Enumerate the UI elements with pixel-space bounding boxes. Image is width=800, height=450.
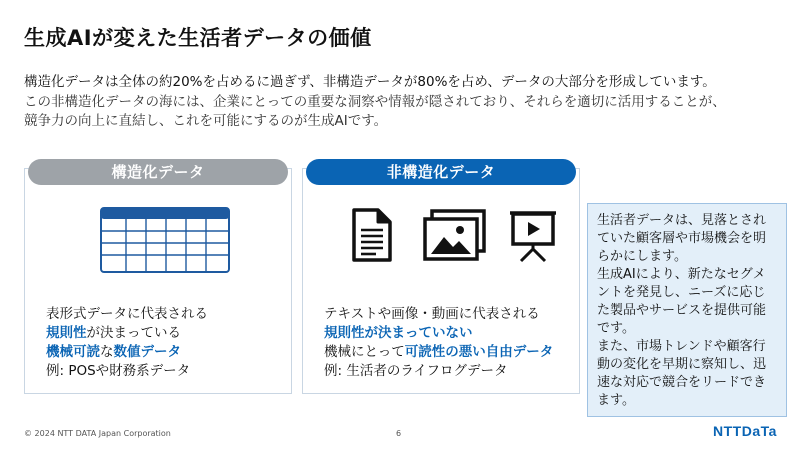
structured-desc-line1: 表形式データに代表される: [46, 306, 208, 322]
lead-text-2-line1: この非構造化データの海には、企業にとっての重要な洞察や情報が隠されており、それらを適切に活用することが、: [24, 94, 726, 110]
unstructured-desc-line3-pre: 機械にとって: [324, 344, 405, 360]
video-icon: [508, 209, 558, 263]
structured-description: [46, 305, 208, 381]
document-icon: [350, 208, 394, 262]
structured-desc-line3-mid: な: [100, 344, 114, 360]
insight-note-box: [587, 203, 787, 417]
note-paragraph-1: 生活者データは、見落とされていた顧客層や市場機会を明らかにします。: [597, 213, 767, 264]
unstructured-description: [324, 305, 553, 381]
unstructured-desc-line1: テキストや画像・動画に代表される: [324, 306, 540, 322]
table-icon: [100, 207, 230, 273]
lead-text-1: 構造化データは全体の約20%を占めるに過ぎず、非構造データが80%を占め、データの大部分を形成しています。: [24, 74, 716, 90]
structured-data-label: 構造化データ: [28, 159, 288, 185]
structured-desc-line2-rest: が決まっている: [86, 325, 181, 341]
unstructured-desc-line4: 例: 生活者のライフログデータ: [324, 363, 508, 379]
structured-desc-line2: [46, 324, 208, 343]
unstructured-desc-line2: [324, 324, 553, 343]
lead-text-2: [24, 93, 784, 131]
unstructured-desc-line3: [324, 343, 553, 362]
unstructured-highlight-free-data: 可読性の悪い自由データ: [404, 344, 554, 360]
ntt-data-logo: NTTDaTa: [713, 423, 777, 439]
note-paragraph-3: また、市場トレンドや顧客行動の変化を早期に察知し、迅速な対応で競合をリードできます。: [597, 339, 767, 408]
structured-desc-line3: [46, 343, 208, 362]
page-number: 6: [396, 429, 402, 438]
unstructured-highlight-no-regularity: 規則性が決まっていない: [324, 325, 473, 341]
note-paragraph-2: 生成AIにより、新たなセグメントを発見し、ニーズに応じた製品やサービスを提供可能です。: [597, 267, 767, 336]
structured-highlight-machine-readable: 機械可読: [46, 344, 100, 360]
structured-highlight-regularity: 規則性: [46, 325, 87, 341]
image-icon: [422, 209, 486, 261]
lead-text-2-line2: 競争力の向上に直結し、これを可能にするのが生成AIです。: [24, 113, 388, 129]
structured-desc-line4: 例: POSや財務系データ: [46, 363, 191, 379]
unstructured-data-label: 非構造化データ: [306, 159, 576, 185]
slide-title: 生成AIが変えた生活者データの価値: [24, 26, 372, 50]
structured-highlight-numeric: 数値データ: [113, 344, 181, 360]
copyright: © 2024 NTT DATA Japan Corporation: [24, 429, 171, 438]
